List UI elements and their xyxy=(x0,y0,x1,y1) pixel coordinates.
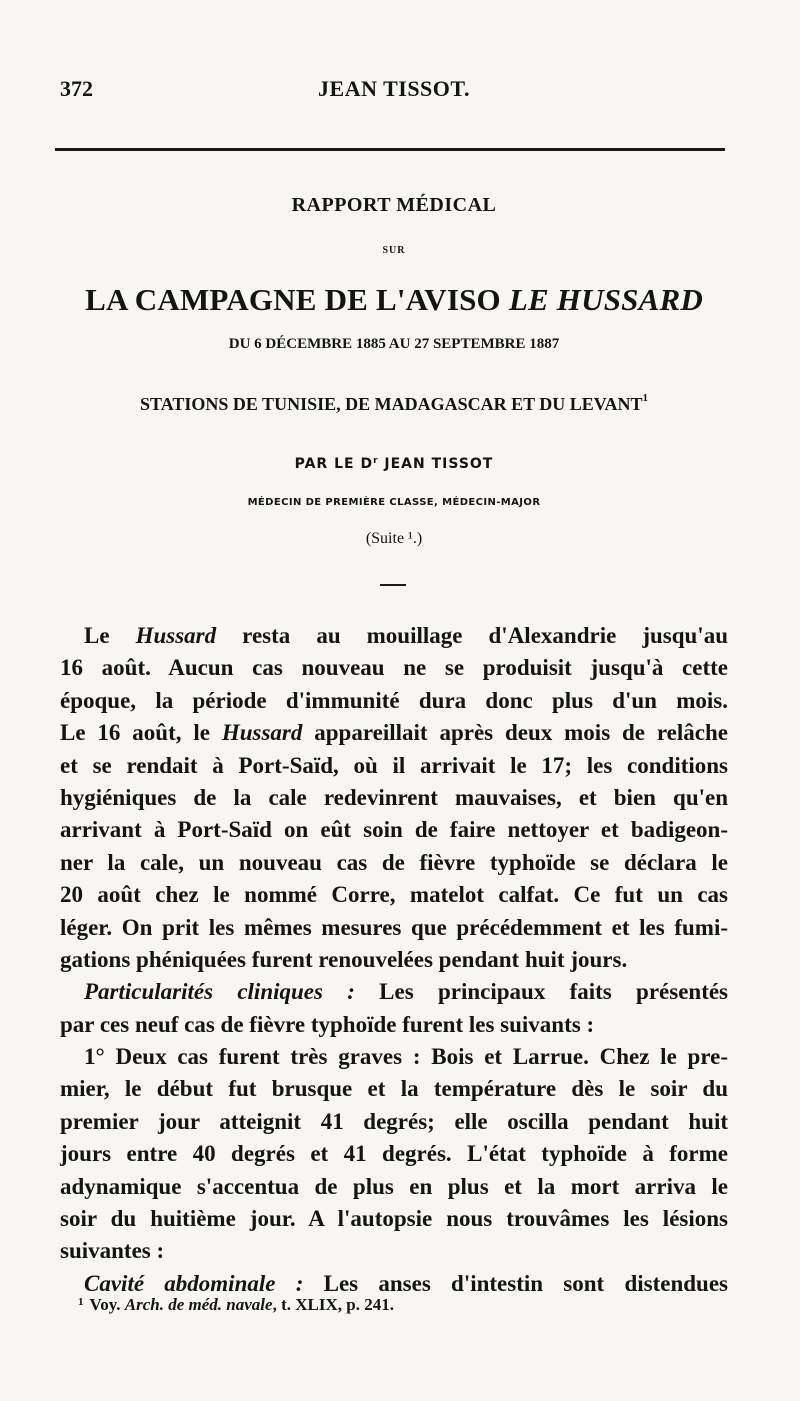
body-line: 16 août. Aucun cas nouveau ne se produisit jusqu'à cette xyxy=(60,655,728,681)
author-name: JEAN TISSOT xyxy=(384,456,494,472)
stations-line xyxy=(60,394,728,415)
ship-name: Hussard xyxy=(221,720,303,746)
header-rule xyxy=(55,148,725,151)
body-line: 1° Deux cas furent très graves : Bois et Larrue. Chez le pre- xyxy=(84,1044,728,1070)
continuation-note: (Suite ¹.) xyxy=(365,530,423,547)
stations-note-mark: 1 xyxy=(642,392,648,404)
report-label: RAPPORT MÉDICAL xyxy=(291,194,497,216)
running-head: JEAN TISSOT. xyxy=(318,76,470,101)
body-line: Le 16 août, le Hussard appareillait après deux mois de relâche xyxy=(60,720,728,746)
body-line: gations phéniquées furent renouvelées pendant huit jours. xyxy=(60,946,628,972)
body-line: léger. On prit les mêmes mesures que précédemment et les fumi- xyxy=(60,914,728,940)
body-text xyxy=(60,620,728,1300)
body-line: arrivant à Port-Saïd on eût soin de faire nettoyer et badigeon- xyxy=(60,817,728,843)
body-line: époque, la période d'immunité dura donc plus d'un mois. xyxy=(60,687,728,713)
author-prefix-sup: r xyxy=(373,456,379,466)
author-line xyxy=(60,456,728,472)
body-line: premier jour atteignit 41 degrés; elle oscilla pendant huit xyxy=(60,1108,728,1134)
title-ship-name: LE HUSSARD xyxy=(508,282,703,317)
author-title: MÉDECIN DE PREMIÈRE CLASSE, MÉDECIN-MAJOR xyxy=(247,497,541,508)
report-dates: DU 6 DÉCEMBRE 1885 AU 27 SEPTEMBRE 1887 xyxy=(228,336,560,352)
title-main: LA CAMPAGNE DE L'AVISO xyxy=(85,282,501,317)
body-line: ner la cale, un nouveau cas de fièvre typhoïde se déclara le xyxy=(60,849,728,875)
body-line: et se rendait à Port-Saïd, où il arrivait le 17; les conditions xyxy=(60,752,728,778)
sur-label: SUR xyxy=(382,245,406,256)
body-line: suivantes : xyxy=(60,1238,165,1264)
page-number: 372 xyxy=(60,76,93,101)
body-line: jours entre 40 degrés et 41 degrés. L'état typhoïde à forme xyxy=(60,1141,728,1167)
body-line: Cavité abdominale : Les anses d'intestin sont distendues xyxy=(84,1270,728,1296)
section-heading-italic: Cavité abdominale : xyxy=(84,1270,304,1296)
report-title xyxy=(60,282,728,318)
section-dash xyxy=(380,584,406,586)
stations-text: STATIONS DE TUNISIE, DE MADAGASCAR ET DU LEVANT xyxy=(140,394,643,414)
body-line: hygiéniques de la cale redevinrent mauvaises, et bien qu'en xyxy=(60,784,728,810)
section-heading-italic: Particularités cliniques : xyxy=(84,979,355,1005)
body-line: Particularités cliniques : Les principaux faits présentés xyxy=(84,979,729,1005)
body-line: soir du huitième jour. A l'autopsie nous trouvâmes les lésions xyxy=(60,1206,728,1232)
body-line: 20 août chez le nommé Corre, matelot calfat. Ce fut un cas xyxy=(60,882,728,908)
body-line: par ces neuf cas de fièvre typhoïde furent les suivants : xyxy=(60,1011,595,1037)
ship-name: Hussard xyxy=(135,623,217,648)
body-line: mier, le début fut brusque et la température dès le soir du xyxy=(60,1076,728,1102)
author-prefix: PAR LE D xyxy=(294,456,374,472)
footnote-mark: 1 xyxy=(78,1296,84,1308)
footnote: $^1$ Voy. Arch. de méd. navale, t. XLIX, p. 241. xyxy=(78,1295,394,1314)
body-line: Le Hussard resta au mouillage d'Alexandrie jusqu'au xyxy=(84,623,728,648)
page-header xyxy=(60,76,728,106)
footnote-journal: Arch. de méd. navale xyxy=(124,1295,273,1314)
body-line: adynamique s'accentua de plus en plus et la mort arriva le xyxy=(60,1173,728,1199)
